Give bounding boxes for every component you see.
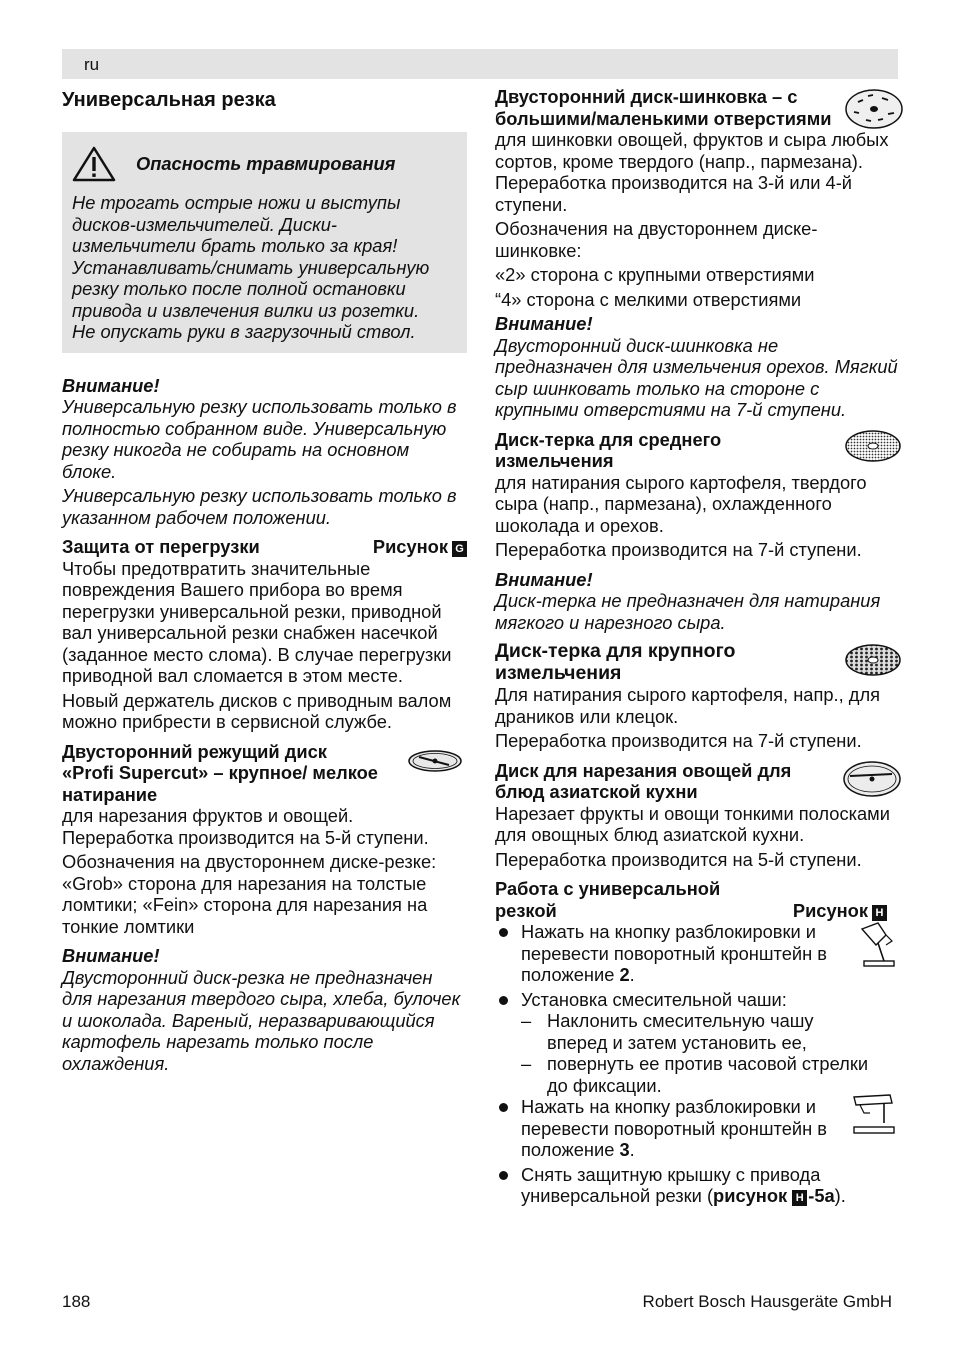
grate-medium-text-1: для натирания сырого картофеля, твердого сыра (напр., пармезана), охлажденного шоколада и орехов. [495, 471, 867, 536]
language-bar [62, 49, 898, 79]
attention-text-2: Универсальную резку использовать только в указанном рабочем положении. [62, 485, 457, 528]
shred-attention-heading: Внимание! [495, 313, 593, 334]
warning-triangle-icon [72, 146, 116, 182]
asian-text-2: Переработка производится на 5-й ступени. [495, 848, 862, 870]
disc1-attention-heading: Внимание! [62, 945, 160, 966]
figure-ref-h: Рисунок H [793, 900, 887, 922]
language-code: ru [84, 55, 100, 74]
grate-coarse-heading: Диск-терка для крупного измельчения [495, 640, 736, 684]
grate-medium-heading-row [495, 429, 900, 472]
left-column [62, 86, 467, 1074]
work-heading-row [495, 900, 887, 922]
warning-box [62, 132, 467, 353]
attention-heading: Внимание! [62, 374, 160, 396]
shred-text-2: Обозначения на двустороннем диске-шинковке: [495, 218, 818, 261]
work-step-4: Снять защитную крышку с привода универсальной резки (рисунок H -5a). [495, 1164, 895, 1207]
section-title: Универсальная резка [62, 89, 276, 111]
asian-heading-row [495, 760, 900, 803]
work-substep-2: – повернуть ее против часовой стрелки до фиксации. [521, 1053, 869, 1096]
figure-ref-g: Рисунок G [373, 536, 467, 558]
slicing-disc-icon [407, 749, 463, 773]
asian-heading: Диск для нарезания овощей для блюд азиатской кухни [495, 759, 792, 802]
figure-letter-g: G [452, 541, 467, 557]
attention-text-1: Универсальную резку использовать только в полностью собранном виде. Универсальную резку никогда не собирать на основном блоке. [62, 396, 457, 482]
work-step-3: Нажать на кнопку разблокировки и перевести поворотный кронштейн в положение 3. [495, 1096, 840, 1161]
disc1-attention-text: Двусторонний диск-резка не предназначен для нарезания твердого сыра, хлеба, булочек и шоколада. Вареный, неразваривающийся картофель нарезать только после охлаждения. [62, 966, 461, 1074]
page-number: 188 [62, 1292, 91, 1311]
overload-text-1: Чтобы предотвратить значительные повреждения Вашего прибора во время перегрузки универсальной резки, приводной вал универсальной резки снабжен насечкой (заданное место слома). В случае перегрузки приводной вал сломается в этом месте. [62, 557, 452, 686]
figure-letter-h: H [872, 905, 887, 921]
grate-coarse-heading-row [495, 641, 900, 684]
disc1-text-2: Обозначения на двустороннем диске-резке: «Grob» сторона для нарезания на толстые ломтики; «Fein» сторона для нарезания на тонкие ломтики [62, 851, 437, 937]
overload-text-2: Новый держатель дисков с приводным валом можно прибрести в сервисной службе. [62, 689, 452, 732]
grate-medium-text-2: Переработка производится на 7-й ступени. [495, 539, 862, 560]
warning-heading: Опасность травмирования [136, 153, 396, 175]
warning-text-1: Не трогать острые ножи и выступы дисков-измельчителей. Диски-измельчители брать только за края! [72, 192, 401, 256]
mixer-arm-position-3-icon [850, 1091, 898, 1137]
work-step-2: Установка смесительной чаши: [495, 989, 865, 1011]
warning-text-2: Устанавливать/снимать универсальную резку только после полной остановки привода и извлечения вилки из розетки. [72, 256, 430, 321]
company-name: Robert Bosch Hausgeräte GmbH [642, 1292, 892, 1311]
shred-text-4: “4» сторона с мелкими отверстиями [495, 288, 802, 310]
grate-medium-attention-heading: Внимание! [495, 568, 593, 590]
shred-text-3: «2» сторона с крупными отверстиями [495, 264, 815, 285]
figure-letter-h-inline: H [792, 1190, 807, 1206]
shred-heading: Двусторонний диск-шинковка – с большими/маленькими отверстиями [495, 86, 832, 129]
work-heading-1: Работа с универсальной [495, 878, 721, 899]
grate-medium-heading: Диск-терка для среднего измельчения [495, 428, 722, 471]
shredding-disc-icon [844, 88, 904, 130]
shred-heading-row [495, 86, 900, 129]
disc1-text-1: для нарезания фруктов и овощей. Переработка производится на 5-й ступени. [62, 805, 429, 848]
right-column [495, 86, 900, 1207]
medium-grating-disc-icon [844, 429, 902, 463]
disc1-heading-row [62, 741, 467, 806]
work-heading-2: резкой [495, 899, 557, 921]
overload-heading: Защита от перегрузки [62, 536, 260, 557]
work-substep-1: – Наклонить смесительную чашу вперед и затем установить ее, [521, 1010, 814, 1053]
work-steps [495, 921, 900, 1207]
grate-medium-attention-text: Диск-терка не предназначен для натирания мягкого и нарезного сыра. [495, 590, 881, 633]
grate-coarse-text-2: Переработка производится на 7-й ступени. [495, 730, 862, 751]
shred-text-1: для шинковки овощей, фруктов и сыра любых сортов, кроме твердого (напр., пармезана). Переработка производится на 3-й или 4-й ступени. [495, 129, 889, 215]
mixer-arm-position-2-icon [856, 921, 898, 969]
coarse-grating-disc-icon [844, 643, 902, 677]
disc1-heading: Двусторонний режущий диск «Profi Supercut» – крупное/ мелкое натирание [62, 740, 378, 805]
shred-attention-text: Двусторонний диск-шинковка не предназначен для измельчения орехов. Мягкий сыр шинковать только на стороне с крупными отверстиями на 7-й ступени. [495, 334, 898, 420]
work-step-1: Нажать на кнопку разблокировки и перевести поворотный кронштейн в положение 2. [495, 921, 865, 986]
asian-cutting-disc-icon [842, 760, 902, 798]
grate-coarse-text-1: Для натирания сырого картофеля, напр., для драников или клецок. [495, 684, 881, 727]
asian-text-1: Нарезает фрукты и овощи тонкими полосками для овощных блюд азиатской кухни. [495, 802, 890, 845]
overload-heading-row [62, 536, 467, 558]
warning-text-3: Не опускать руки в загрузочный ствол. [72, 321, 416, 342]
